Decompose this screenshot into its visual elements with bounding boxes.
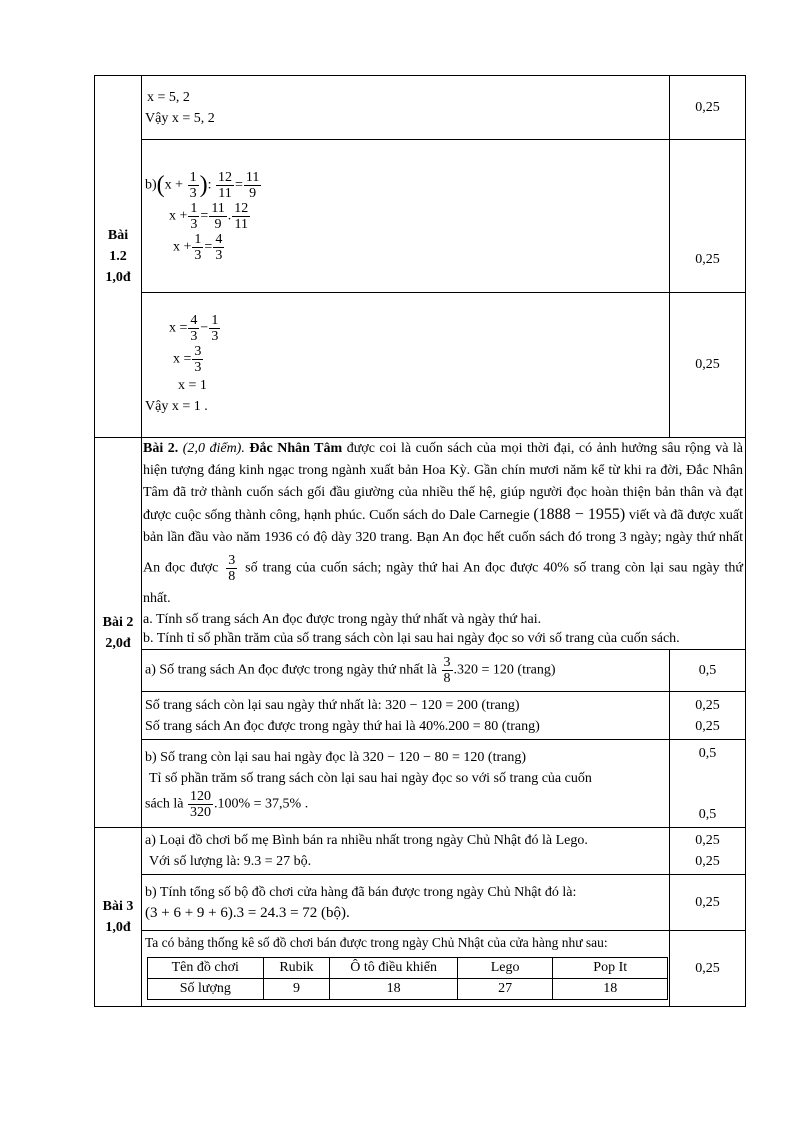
bai2-a2-line1: Số trang sách còn lại sau ngày thứ nhất là: [145,697,382,713]
bai3-b-score: 0,25 [670,875,746,931]
bai2-b1-math: .100% = 37,5% . [213,796,309,812]
table-row [95,931,746,1007]
stats-data-cell: 18 [330,979,457,1000]
bai2-a2-line2: Số trang sách An đọc được trong ngày thứ hai là [145,718,416,734]
bai3-a-math: 9.3 = 27 [243,854,291,869]
bai2-a1-unit: (trang) [517,662,556,678]
bai2-question-b: b. Tính tỉ số phần trăm của số trang sách còn lại sau hai ngày đọc so với số trang của cuốn sách. [143,631,680,646]
r1-line1: x = 5, 2 [147,89,190,105]
r2-eq2-x: x + [169,208,188,224]
stats-data-cell: 27 [457,979,553,1000]
stats-header-cell: Tên đồ chơi [148,958,264,979]
bai2-b1-line2: Tỉ số phần trăm số trang sách còn lại sau hai ngày đọc so với số trang của cuốn [149,771,592,786]
stats-data-cell: 18 [553,979,668,1000]
r1-content [142,76,670,140]
r3-eq2 [145,344,667,375]
bai3-b-unit: (bộ). [321,904,350,921]
stats-data-cell: Số lượng [148,979,264,1000]
fraction: $\frac{12}{11}$ [217,169,232,201]
table-row [95,692,746,740]
bai12-label-cell [95,76,142,438]
stats-data-row [148,979,668,1000]
bai2-label-cell [95,438,142,828]
fraction: $\frac{1}{3}$ [190,200,198,232]
r3-conclusion-prefix: Vậy [145,399,169,414]
r3-eq3: x = 1 [178,378,207,393]
bai3-a-score-1: 0,25 [695,833,720,848]
bai2-a2-scores [670,692,746,740]
answer-table [94,75,746,1007]
bai2-b1-line1-unit: (trang) [487,750,526,765]
r1-score: 0,25 [670,76,746,140]
bai2-label-1: Bài 2 [102,614,134,630]
bai2-text-3: số trang của cuốn sách; ngày thứ hai An đọc được 40% số trang còn lại sau ngày thứ nhất. [143,560,744,606]
stats-header-row [148,958,668,979]
fraction: $\frac{3}{3}$ [194,344,202,375]
bai3-b-math: (3 + 6 + 9 + 6).3 = 24.3 = 72 [145,904,318,921]
bai2-years: (1888 − 1955) [533,506,626,523]
bai2-book-title: Đắc Nhân Tâm [249,441,343,456]
fraction: $\frac{4}{3}$ [190,313,198,344]
fraction: $\frac{3}{8}$ [228,553,236,584]
bai12-label-2: 1.2 [109,249,127,264]
table-row [95,438,746,650]
bai3-label-cell [95,828,142,1007]
fraction: $\frac{4}{3}$ [215,231,223,263]
stats-table [147,957,668,1000]
bai3-b [142,875,670,931]
bai2-text-1: được coi là cuốn sách của mọi thời đại, có ảnh hưởng sâu rộng và là hiện tượng đáng kinh ngạc trong ngành xuất bản Hoa Kỳ. Gần chín mươi năm kể từ khi ra đời, Đắc Nhân Tâm đã trở thành cuốn sách gối đầu giường của nhiều thế hệ, giúp người đọc hoàn thiện bản thân và đạt được cuộc sống thành công, hạnh phúc. Cuốn sách do Dale Carnegie [143,441,744,523]
table-row [95,76,746,140]
stats-data-cell: 9 [263,979,330,1000]
r1-conclusion-prefix: Vậy [145,110,169,126]
bai3-a-scores [670,828,746,875]
fraction: $\frac{11}{9}$ [211,200,225,232]
fraction: $\frac{3}{8}$ [443,655,451,686]
table-row [95,740,746,828]
r1-conclusion-math: x = 5, 2 [171,110,215,126]
bai2-a2 [142,692,670,740]
bai3-label-2: 1,0đ [105,920,131,935]
r2-eq1-x: x + [164,177,184,193]
bai2-b1-score-1: 0,5 [698,746,717,761]
bai2-a1-text: a) Số trang sách An đọc được trong ngày thứ nhất là [145,662,438,678]
bai2-b1-scores [670,740,746,828]
bai2-b1-line3: sách là [145,796,184,812]
bai2-a2-score-1: 0,25 [695,697,720,713]
bai3-label-1: Bài 3 [102,899,134,914]
r2-score-value: 0,25 [695,252,720,267]
bai2-b1-line1-math: 320 − 120 − 80 = 120 [362,750,485,765]
equals-sign: = [200,208,209,224]
fraction: $\frac{12}{11}$ [234,200,249,232]
bai12-label-3: 1,0đ [105,270,131,285]
bai3-b-line1: b) Tính tổng số bộ đồ chơi cửa hàng đã bán được trong ngày Chủ Nhật đó là: [145,884,577,900]
bai2-a2-line1-math: 320 − 120 = 200 [385,697,478,713]
bai3-a-line1: a) Loại đồ chơi bố mẹ Bình bán ra nhiều nhất trong ngày Chủ Nhật đó là Lego. [145,833,588,848]
bai3-a-unit: bộ. [293,854,312,869]
r3-eq2-x: x = [173,351,192,367]
table-row [95,828,746,875]
bai2-a2-score-2: 0,25 [695,718,720,734]
r3-conclusion-math: x = 1 . [171,399,208,414]
bai2-b1 [142,740,670,828]
bai3-c [142,931,670,1007]
bai2-a2-line1-unit: (trang) [481,697,520,713]
r2-eq2 [145,201,667,232]
fraction: $\frac{120}{320}$ [189,789,211,820]
bai2-points: (2,0 điểm). [182,441,245,456]
stats-header-cell: Pop It [553,958,668,979]
r3-score: 0,25 [670,293,746,438]
bai3-a [142,828,670,875]
fraction: $\frac{1}{3}$ [189,169,197,201]
equals-sign: = [234,177,243,193]
bai12-label-1: Bài [107,228,129,243]
table-row [95,650,746,692]
r3-eq1-x: x = [169,320,188,336]
r3-content [142,293,670,438]
bai3-a-score-2: 0,25 [695,854,720,869]
bai2-a1 [142,650,670,692]
bai3-a-line2: Với số lượng là: [149,854,241,869]
stats-header-cell: Lego [457,958,553,979]
table-row [95,140,746,293]
fraction: $\frac{1}{3}$ [211,313,219,344]
bai2-text-2: viết và đã được xuất bản lần đầu vào năm 1936 có độ dày 320 trang. Bạn An đọc hết cuốn sách đó trong 3 ngày; ngày thứ nhất An đọc được [143,508,743,576]
stats-header-cell: Ô tô điều khiển [330,958,457,979]
bai2-question-a: a. Tính số trang sách An đọc được trong ngày thứ nhất và ngày thứ hai. [143,612,542,627]
bai3-c-score: 0,25 [670,931,746,1007]
minus-sign: − [200,320,209,336]
table-row [95,293,746,438]
equals-sign: = [204,239,213,255]
bai2-b1-score-2: 0,5 [698,807,717,822]
table-row [95,875,746,931]
r3-eq1 [145,313,667,344]
bai2-a2-line2-unit: (trang) [501,718,540,734]
bai2-a2-line2-math: 40%.200 = 80 [419,718,499,734]
bai2-statement [142,438,745,610]
bai2-a1-score: 0,5 [670,650,746,692]
r2-eq2-dot: . [227,208,232,224]
bai3-c-intro: Ta có bảng thống kê số đồ chơi bán được trong ngày Chủ Nhật của cửa hàng như sau: [145,935,608,950]
r2-b-label: b) [145,177,157,193]
stats-header-cell: Rubik [263,958,330,979]
bai2-a1-math: .320 = 120 [453,662,514,678]
fraction: $\frac{1}{3}$ [194,231,202,263]
r2-eq1: b)(x + $\frac{1}{3}$ ): $\frac{12}{11}$ = $\frac{11}{9}$ [145,169,260,201]
bai2-label-2: 2,0đ [105,635,131,651]
r2-score [670,140,746,293]
bai2-title: Bài 2. [143,441,179,456]
r2-eq1-div: : [207,177,212,193]
r2-content [142,140,670,293]
fraction: $\frac{11}{9}$ [245,169,260,201]
r2-eq3-x: x + [173,239,192,255]
bai2-b1-line1: b) Số trang còn lại sau hai ngày đọc là [145,750,360,765]
r2-eq3 [145,232,667,263]
bai2-problem [142,438,746,650]
